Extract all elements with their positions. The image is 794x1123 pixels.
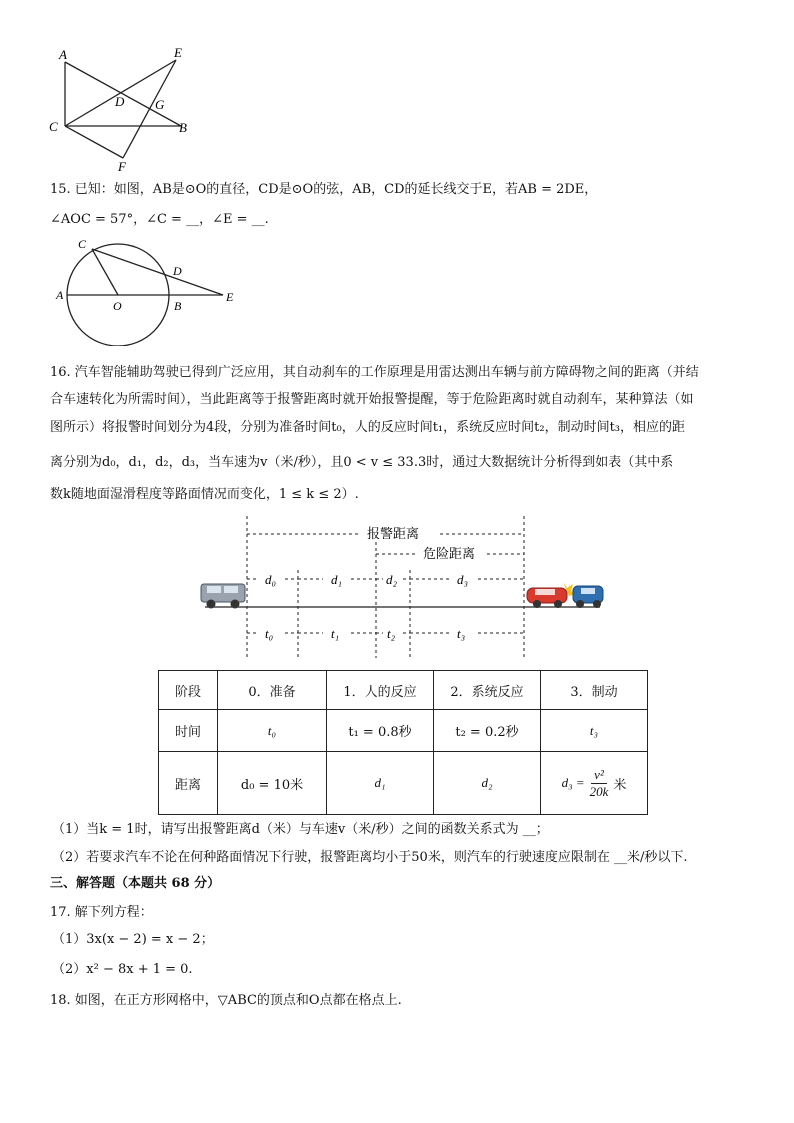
q16-line3: 图所示）将报警时间划分为4段，分别为准备时间t₀，人的反应时间t₁，系统反应时间t₂，制动时间t₃，相应的距 xyxy=(50,420,686,435)
crash-cars-icon xyxy=(527,582,603,608)
label-D: D xyxy=(115,94,125,109)
q17-eq1: （1）3x(x − 2) = x − 2； xyxy=(52,932,214,947)
table-cell: 2．系统反应 xyxy=(434,671,541,710)
q16-line2: 合车速转化为所需时间），当此距离等于报警距离时就开始报警提醒，等于危险距离时就自动刹车，某种算法（如 xyxy=(50,392,694,407)
danger-distance-label: 危险距离 xyxy=(423,546,476,561)
label-A: A xyxy=(59,47,67,62)
label-C: C xyxy=(78,237,87,251)
q16-sub2: （2）若要求汽车不论在何种路面情况下行驶，报警距离均小于50米，则汽车的行驶速度应限制在 __米/秒以下. xyxy=(52,850,688,865)
table-cell: t₁ = 0.8秒 xyxy=(327,710,434,752)
q15-line1: 15. 已知：如图，AB是⊙O的直径，CD是⊙O的弦，AB，CD的延长线交于E，若AB = 2DE， xyxy=(50,182,598,197)
d3-unit: 米 xyxy=(613,777,627,793)
table-row xyxy=(159,752,648,815)
table-cell: 距离 xyxy=(159,752,218,815)
label-A: A xyxy=(56,288,64,302)
q16-sub1: （1）当k = 1时，请写出报警距离d（米）与车速v（米/秒）之间的函数关系式为 __； xyxy=(52,822,549,837)
figure-14-geometry xyxy=(45,40,205,175)
d0-label: d₀ xyxy=(265,572,277,587)
braking-table xyxy=(158,670,648,815)
table-row xyxy=(159,710,648,752)
d2-label: d₂ xyxy=(386,572,398,587)
table-cell: d₁ xyxy=(327,752,434,815)
q18-text: 18. 如图，在正方形网格中，▽ABC的顶点和O点都在格点上. xyxy=(50,993,402,1008)
q16-line4: 离分别为d₀，d₁，d₂，d₃，当车速为v（米/秒），且0 < v ≤ 33.3时，通过大数据统计分析得到如表（其中系 xyxy=(50,455,674,470)
label-G: G xyxy=(155,97,165,112)
table-cell: t₂ = 0.2秒 xyxy=(434,710,541,752)
q17-title: 17. 解下列方程： xyxy=(50,905,153,920)
label-C: C xyxy=(49,119,58,134)
table-cell: 0．准备 xyxy=(218,671,327,710)
alarm-distance-label: 报警距离 xyxy=(367,526,420,541)
table-cell: d₂ xyxy=(434,752,541,815)
braking-diagram xyxy=(195,512,615,662)
label-O: O xyxy=(113,299,122,313)
label-B: B xyxy=(179,120,187,135)
d3-label: d₃ xyxy=(457,572,469,587)
label-D: D xyxy=(173,264,182,278)
q16-line5: 数k随地面湿滑程度等路面情况而变化，1 ≤ k ≤ 2）. xyxy=(50,487,359,502)
table-cell: 3．制动 xyxy=(541,671,648,710)
label-F: F xyxy=(118,159,126,174)
d3-prefix: d₃ = xyxy=(561,775,585,790)
table-cell: d₀ = 10米 xyxy=(218,752,327,815)
d3-numerator: v² xyxy=(591,767,607,784)
label-E: E xyxy=(226,290,234,304)
table-cell: 阶段 xyxy=(159,671,218,710)
d3-denominator: 20k xyxy=(589,783,609,799)
label-B: B xyxy=(174,299,182,313)
table-cell: 1．人的反应 xyxy=(327,671,434,710)
table-cell: 时间 xyxy=(159,710,218,752)
figure-15-circle xyxy=(48,236,248,346)
label-E: E xyxy=(174,45,182,60)
table-cell: t₀ xyxy=(218,710,327,752)
t1-label: t₁ xyxy=(331,626,340,641)
suv-car-icon xyxy=(201,584,245,609)
t3-label: t₃ xyxy=(457,626,466,641)
q15-line2: ∠AOC = 57°，∠C = __，∠E = __. xyxy=(50,212,269,227)
section-3-heading: 三、解答题（本题共 68 分） xyxy=(50,876,221,891)
t0-label: t₀ xyxy=(265,626,274,641)
t2-label: t₂ xyxy=(387,626,396,641)
q16-line1: 16. 汽车智能辅助驾驶已得到广泛应用，其自动刹车的工作原理是用雷达测出车辆与前方障碍物之间的距离（并结 xyxy=(50,365,699,380)
table-cell-d3 xyxy=(541,752,648,815)
d1-label: d₁ xyxy=(331,572,343,587)
table-row xyxy=(159,671,648,710)
table-cell: t₃ xyxy=(541,710,648,752)
q17-eq2: （2）x² − 8x + 1 = 0. xyxy=(52,962,193,977)
